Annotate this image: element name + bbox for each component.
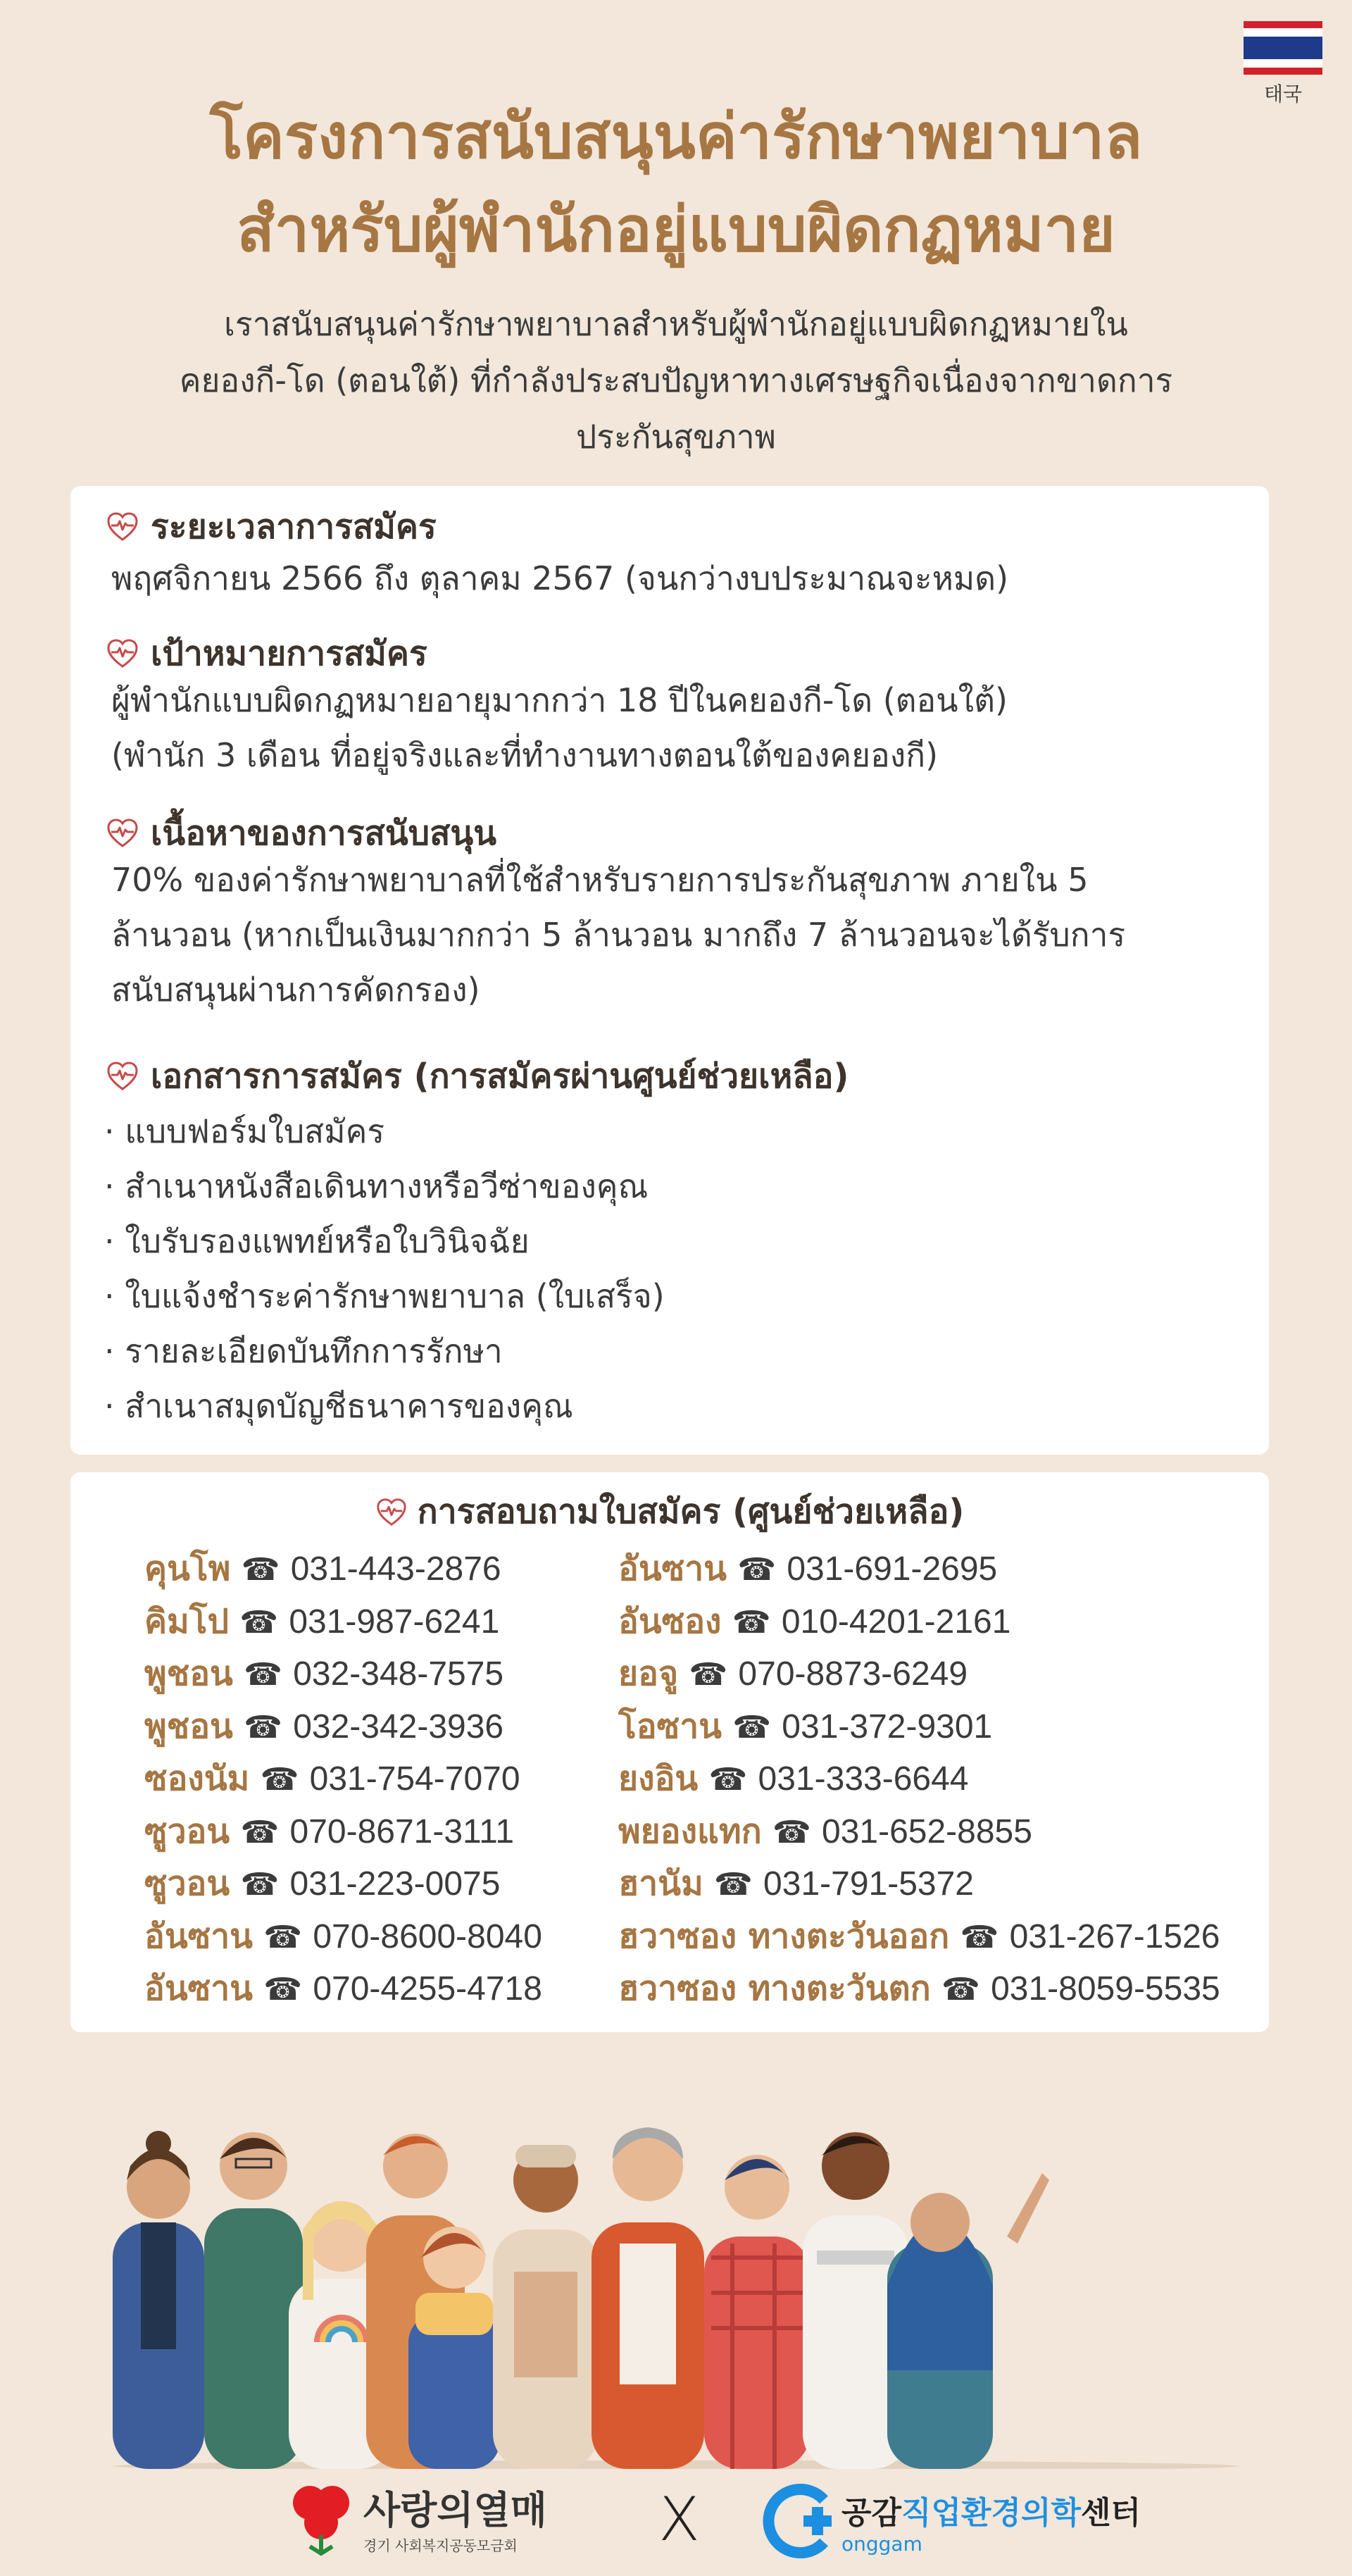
love-fruit-logo: [289, 2479, 547, 2556]
phone-icon: ☎: [772, 1814, 811, 1850]
phone-icon: ☎: [263, 1972, 303, 2008]
phone-number[interactable]: 031-372-9301: [782, 1707, 993, 1746]
contact-row: ยอจู ☎ 070-8873-6249: [618, 1654, 968, 1693]
contact-row: ฮานัม ☎ 031-791-5372: [618, 1864, 974, 1903]
phone-icon: ☎: [689, 1657, 728, 1693]
gonggam-plus-icon: [757, 2479, 841, 2563]
person-figure: [592, 2127, 704, 2469]
documents-heading: เอกสารการสมัคร (การสมัครผ่านศูนย์ช่วยเหลือ): [106, 1050, 849, 1103]
people-illustration: [99, 2089, 1253, 2469]
document-item: · ใบรับรองแพทย์หรือใบวินิจฉัย: [104, 1222, 530, 1260]
phone-number[interactable]: 032-342-3936: [293, 1707, 504, 1746]
phone-number[interactable]: 031-223-0075: [289, 1865, 501, 1903]
document-item: · แบบฟอร์มใบสมัคร: [104, 1112, 385, 1150]
phone-number[interactable]: 031-8059-5535: [991, 1970, 1220, 2008]
phone-icon: ☎: [713, 1867, 753, 1903]
heart-pulse-icon: [106, 816, 139, 850]
phone-icon: ☎: [244, 1657, 282, 1693]
phone-number[interactable]: 031-987-6241: [289, 1603, 500, 1641]
contact-row: ซองนัม ☎ 031-754-7070: [144, 1759, 520, 1798]
contact-row: โอซาน ☎ 031-372-9301: [618, 1706, 993, 1746]
phone-number[interactable]: 031-754-7070: [309, 1760, 520, 1798]
phone-icon: ☎: [263, 1919, 303, 1955]
gonggam-center-logo: [757, 2479, 1141, 2563]
phone-icon: ☎: [737, 1552, 777, 1588]
phone-icon: ☎: [708, 1762, 748, 1798]
phone-number[interactable]: 070-8873-6249: [738, 1655, 968, 1693]
period-heading: ระยะเวลาการสมัคร: [106, 500, 437, 554]
intro-line-1: เราสนับสนุนค่ารักษาพยาบาลสำหรับผู้พำนักอยู่แบบผิดกฏหมายใน: [224, 305, 1128, 343]
contact-row: ซูวอน ☎ 031-223-0075: [144, 1864, 501, 1903]
contact-row: ยงอิน ☎ 031-333-6644: [618, 1759, 969, 1798]
contact-row: อันซาน ☎ 070-4255-4718: [144, 1969, 542, 2008]
phone-number[interactable]: 032-348-7575: [293, 1655, 504, 1693]
contact-row: อันซาน ☎ 070-8600-8040: [144, 1916, 542, 1956]
document-item: · สำเนาหนังสือเดินทางหรือวีซ่าของคุณ: [104, 1167, 649, 1205]
page-title: [0, 90, 1352, 276]
red-fruit-icon: [289, 2479, 353, 2556]
heart-pulse-icon: [106, 1059, 139, 1093]
phone-number[interactable]: 070-4255-4718: [313, 1970, 542, 2008]
logo2-title: 공감직업환경의학센터: [841, 2494, 1141, 2531]
phone-icon: ☎: [239, 1604, 279, 1641]
logo1-sub-text: 경기 사회복지공동모금회: [363, 2537, 518, 2554]
title-line-1: โครงการสนับสนุนค่ารักษาพยาบาล: [209, 100, 1143, 173]
phone-icon: ☎: [240, 1814, 280, 1850]
phone-number[interactable]: 031-791-5372: [763, 1865, 974, 1903]
target-heading: เป้าหมายการสมัคร: [106, 627, 427, 680]
person-figure: [887, 2173, 1049, 2469]
phone-icon: ☎: [732, 1604, 771, 1641]
contact-row: ฮวาซอง ทางตะวันตก ☎ 031-8059-5535: [618, 1969, 1220, 2008]
heart-pulse-icon: [106, 637, 139, 671]
person-figure: [113, 2131, 204, 2469]
target-body: ผู้พำนักแบบผิดกฏหมายอายุมากกว่า 18 ปีในคยองกี-โด (ตอนใต้) (พำนัก 3 เดือน ที่อยู่จริงและที่ทำงานทางตอนใต้ของคยองกี): [111, 681, 1008, 774]
phone-icon: ☎: [941, 1972, 980, 2008]
contacts-left-column: [144, 1543, 542, 2015]
footer-logos: [0, 2469, 1352, 2576]
contact-row: ซูวอน ☎ 070-8671-3111: [144, 1811, 515, 1851]
phone-number[interactable]: 031-652-8855: [822, 1812, 1032, 1850]
contact-row: พูชอน ☎ 032-348-7575: [144, 1654, 504, 1693]
logo1-main-text: 사랑의열매: [363, 2488, 547, 2532]
document-item: · สำเนาสมุดบัญชีธนาคารของคุณ: [104, 1387, 573, 1425]
logo2-sub-text: onggam: [841, 2532, 922, 2556]
phone-icon: ☎: [240, 1867, 280, 1903]
phone-number[interactable]: 070-8671-3111: [289, 1812, 515, 1850]
support-body: 70% ของค่ารักษาพยาบาลที่ใช้สำหรับรายการประกันสุขภาพ ภายใน 5 ล้านวอน (หากเป็นเงินมากกว่า 5 ล้านวอน มากถึง 7 ล้านวอนจะได้รับการ สนับสนุนผ่านการคัดกรอง): [111, 861, 1126, 1009]
intro-line-2: คยองกี-โด (ตอนใต้) ที่กำลังประสบปัญหาทางเศรษฐกิจเนื่องจากขาดการ: [179, 361, 1173, 399]
contact-row: คุนโพ ☎ 031-443-2876: [144, 1549, 501, 1588]
phone-number[interactable]: 031-691-2695: [787, 1550, 998, 1588]
phone-number[interactable]: 070-8600-8040: [313, 1917, 542, 1955]
phone-icon: ☎: [241, 1552, 280, 1588]
program-details-card: [70, 486, 1269, 1455]
logo-separator: X: [658, 2484, 700, 2555]
phone-number[interactable]: 010-4201-2161: [781, 1603, 1011, 1641]
intro-text: [84, 296, 1268, 465]
phone-icon: ☎: [960, 1919, 999, 1955]
contact-row: ฮวาซอง ทางตะวันออก ☎ 031-267-1526: [618, 1916, 1220, 1956]
phone-number[interactable]: 031-333-6644: [758, 1760, 969, 1798]
contact-row: พูชอน ☎ 032-342-3936: [144, 1706, 504, 1746]
contacts-card: [70, 1472, 1269, 2032]
document-item: · รายละเอียดบันทึกการรักษา: [104, 1332, 503, 1370]
contact-row: อันซอง ☎ 010-4201-2161: [618, 1601, 1011, 1641]
phone-number[interactable]: 031-443-2876: [290, 1550, 501, 1588]
flag-label: 태국: [1263, 82, 1303, 106]
contacts-right-column: [618, 1543, 1220, 2015]
contact-row: พยองแทก ☎ 031-652-8855: [618, 1811, 1032, 1851]
support-heading: เนื้อหาของการสนับสนุน: [106, 807, 496, 860]
document-item: · ใบแจ้งชำระค่ารักษาพยาบาล (ใบเสร็จ): [104, 1277, 665, 1315]
phone-icon: ☎: [260, 1762, 299, 1798]
period-body: พฤศจิกายน 2566 ถึง ตุลาคม 2567 (จนกว่างบประมาณจะหมด): [111, 559, 1009, 597]
thailand-flag-icon: [1244, 21, 1322, 75]
contact-row: คิมโป ☎ 031-987-6241: [144, 1601, 500, 1641]
contact-row: อันซาน ☎ 031-691-2695: [618, 1549, 998, 1588]
intro-line-3: ประกันสุขภาพ: [576, 418, 776, 456]
phone-icon: ☎: [244, 1709, 282, 1746]
phone-number[interactable]: 031-267-1526: [1009, 1917, 1220, 1955]
heart-pulse-icon: [375, 1496, 408, 1529]
phone-icon: ☎: [732, 1709, 772, 1746]
contacts-heading: การสอบถามใบสมัคร (ศูนย์ช่วยเหลือ): [70, 1485, 1269, 1538]
title-line-2: สำหรับผู้พำนักอยู่แบบผิดกฏหมาย: [237, 193, 1115, 266]
person-figure: [704, 2155, 810, 2469]
person-figure: [204, 2132, 303, 2469]
person-figure: [493, 2145, 599, 2469]
heart-pulse-icon: [106, 510, 139, 544]
